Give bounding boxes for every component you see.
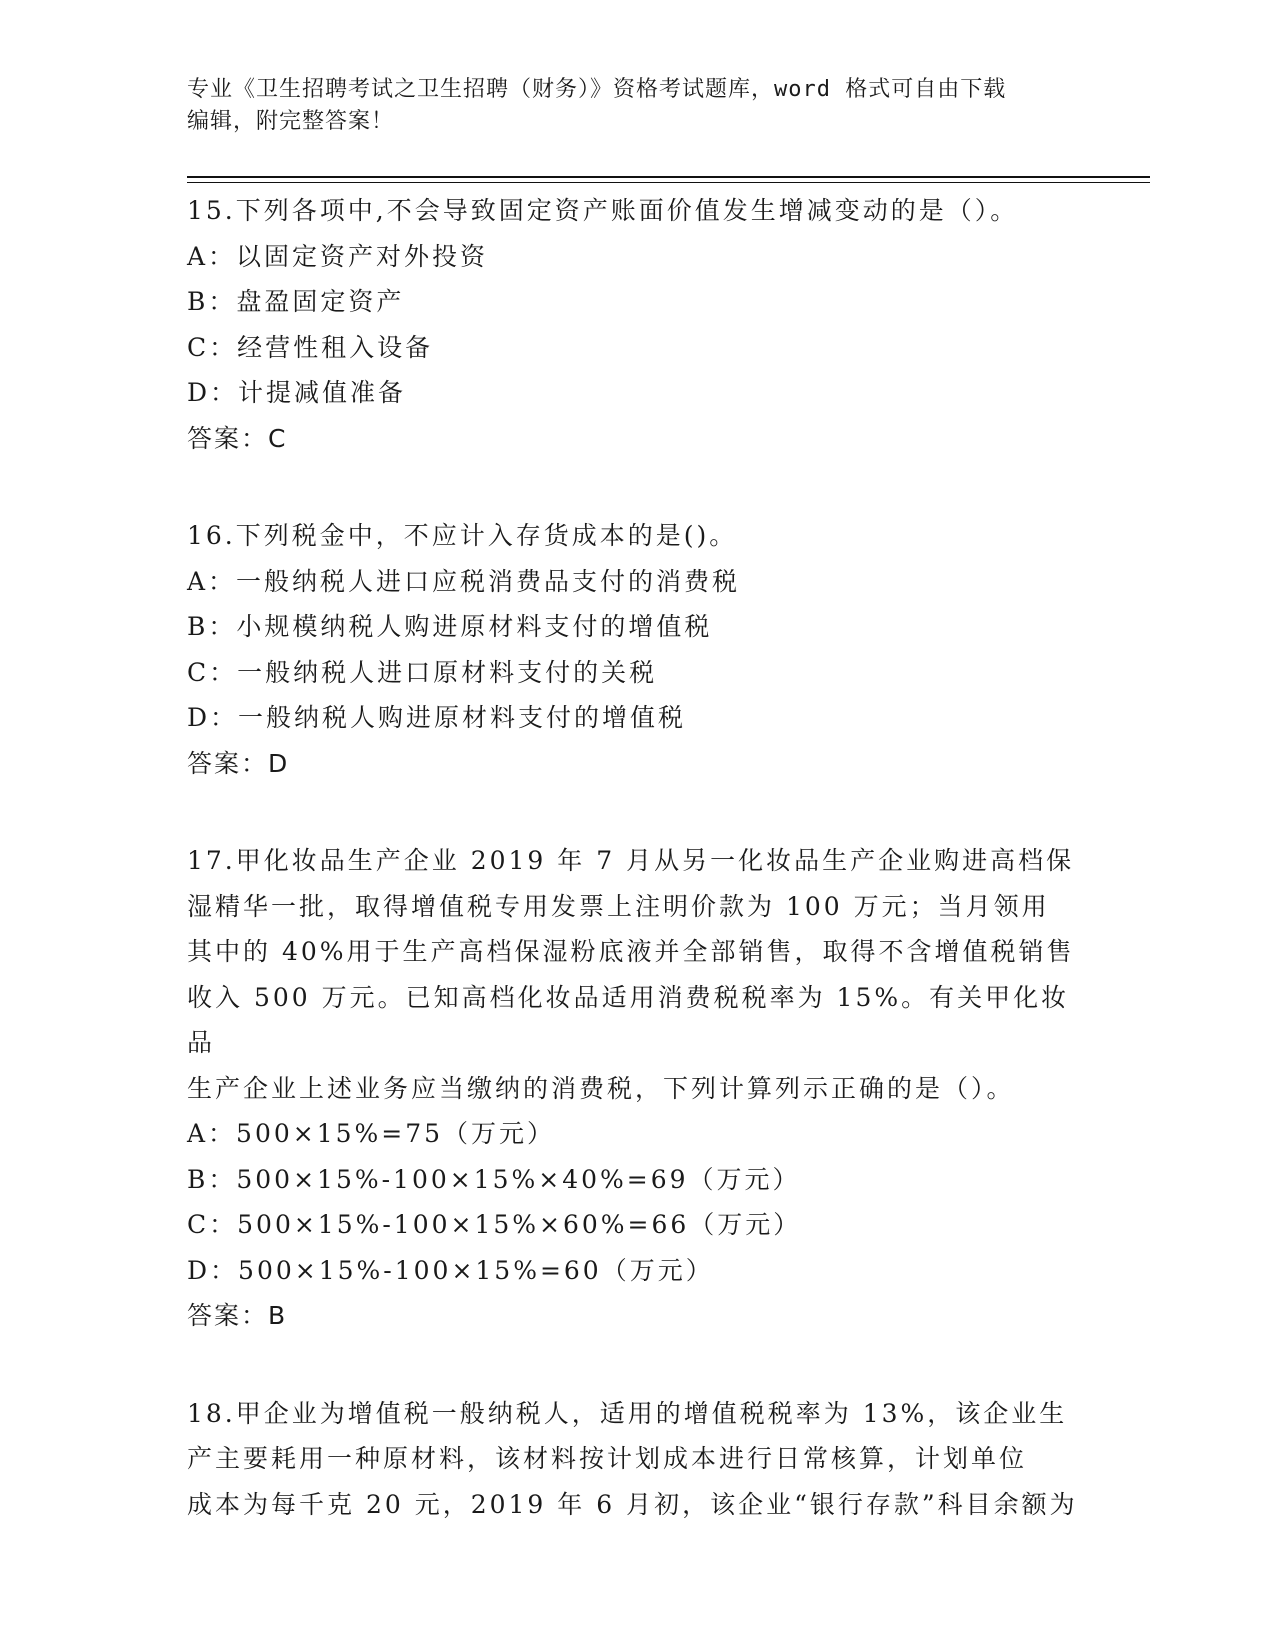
option-a: A：500×15%=75（万元）	[187, 1119, 556, 1148]
option-c: C：一般纳税人进口原材料支付的关税	[187, 657, 658, 687]
question-text-line: 收入 500 万元。已知高档化妆品适用消费税税率为 15%。有关甲化妆品	[187, 982, 1070, 1057]
question-text: 16.下列税金中，不应计入存货成本的是()。	[187, 521, 738, 550]
question-text-line: 成本为每千克 20 元，2019 年 6 月初，该企业“银行存款”科目余额为	[187, 1489, 1078, 1519]
document-header	[187, 74, 1067, 138]
option-a: A：一般纳税人进口应税消费品支付的消费税	[187, 566, 741, 596]
answer: 答案：C	[187, 423, 288, 453]
question-text: 15.下列各项中,不会导致固定资产账面价值发生增减变动的是（）。	[187, 196, 1019, 225]
answer: 答案：B	[187, 1301, 288, 1330]
header-divider-thick	[187, 176, 1150, 178]
question-text-line: 其中的 40%用于生产高档保湿粉底液并全部销售，取得不含增值税销售	[187, 937, 1075, 966]
question-18	[187, 1391, 1087, 1528]
question-text-line: 产主要耗用一种原材料，该材料按计划成本进行日常核算，计划单位	[187, 1444, 1028, 1473]
option-a: A：以固定资产对外投资	[187, 241, 489, 271]
answer: 答案：D	[187, 748, 290, 778]
option-d: D：一般纳税人购进原材料支付的增值税	[187, 703, 687, 732]
question-text-line: 生产企业上述业务应当缴纳的消费税，下列计算列示正确的是（）。	[187, 1073, 1015, 1103]
header-line-2: 编辑，附完整答案！	[187, 109, 395, 134]
option-c: C：500×15%-100×15%×60%=66（万元）	[187, 1210, 802, 1239]
question-16	[187, 513, 1087, 786]
question-list	[187, 188, 1087, 1527]
question-text-line: 17.甲化妆品生产企业 2019 年 7 月从另一化妆品生产企业购进高档保	[187, 846, 1075, 875]
question-15	[187, 188, 1087, 461]
option-d: D：计提减值准备	[187, 378, 407, 407]
option-b: B：小规模纳税人购进原材料支付的增值税	[187, 612, 713, 641]
question-text-line: 湿精华一批，取得增值税专用发票上注明价款为 100 万元；当月领用	[187, 891, 1050, 921]
option-b: B：盘盈固定资产	[187, 287, 405, 316]
header-line-1: 专业《卫生招聘考试之卫生招聘（财务）》资格考试题库，word 格式可自由下载	[187, 77, 1007, 102]
option-d: D：500×15%-100×15%=60（万元）	[187, 1255, 714, 1285]
header-divider-thin	[187, 182, 1150, 183]
option-c: C：经营性租入设备	[187, 332, 434, 362]
question-text-line: 18.甲企业为增值税一般纳税人，适用的增值税税率为 13%，该企业生	[187, 1398, 1068, 1428]
question-17	[187, 838, 1087, 1339]
option-b: B：500×15%-100×15%×40%=69（万元）	[187, 1164, 801, 1194]
